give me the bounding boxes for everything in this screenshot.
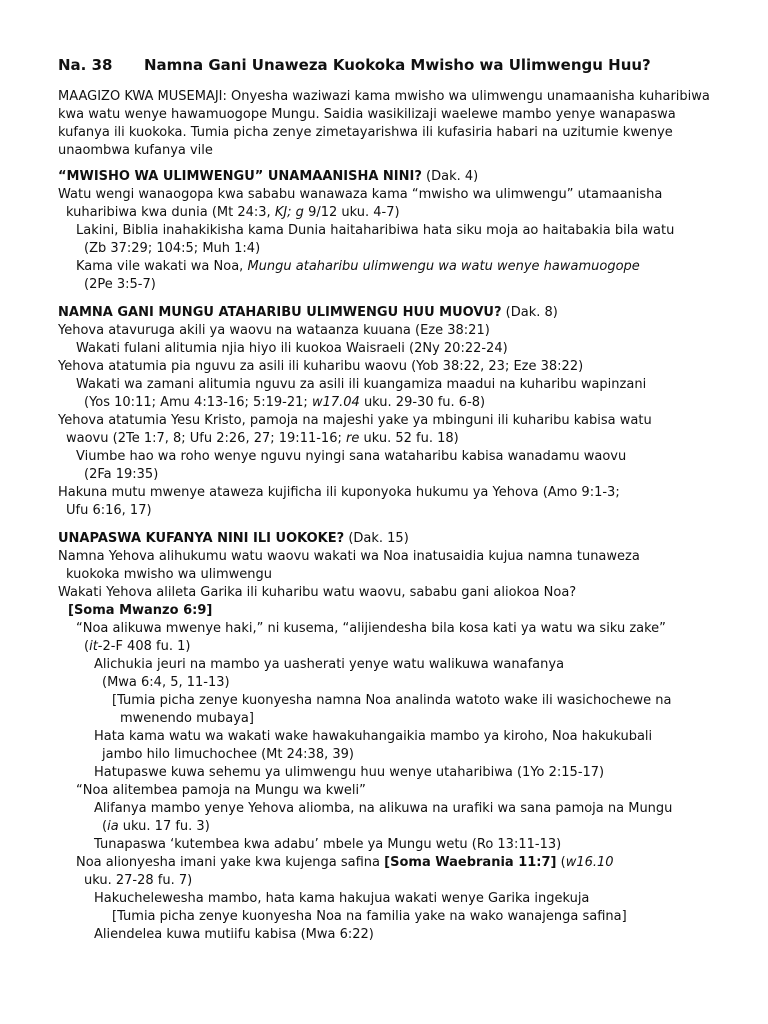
outline-line: (2Pe 3:5-7) (84, 277, 156, 292)
outline-line: Wakati Yehova alileta Garika ili kuharibu watu waovu, sababu gani aliokoa Noa? (58, 585, 577, 600)
section-1-duration: (Dak. 4) (426, 169, 479, 184)
outline-line: (it-2-F 408 fu. 1) (84, 639, 191, 654)
outline-line: Lakini, Biblia inahakikisha kama Dunia haitaharibiwa hata siku moja ao haitabakia bila watu (76, 223, 675, 238)
section-1-heading (58, 168, 723, 186)
outline-line: kuharibiwa kwa dunia (Mt 24:3, KJ; g 9/12 uku. 4-7) (66, 205, 400, 220)
outline-line: Noa alionyesha imani yake kwa kujenga safina [Soma Waebrania 11:7] (w16.10 (76, 855, 614, 870)
outline-line: Yehova atatumia pia nguvu za asili ili kuharibu waovu (Yob 38:22, 23; Eze 38:22) (58, 359, 584, 374)
outline-line: Viumbe hao wa roho wenye nguvu nyingi sana wataharibu kabisa wanadamu waovu (76, 449, 627, 464)
outline-line: (2Fa 19:35) (84, 467, 159, 482)
outline-title (58, 56, 723, 74)
outline-line: Alichukia jeuri na mambo ya uasherati yenye watu walikuwa wanafanya (94, 657, 565, 672)
outline-line: waovu (2Te 1:7, 8; Ufu 2:26, 27; 19:11-16; re uku. 52 fu. 18) (66, 431, 459, 446)
outline-line: Yehova atatumia Yesu Kristo, pamoja na majeshi yake ya mbinguni ili kuharibu kabisa watu (58, 413, 652, 428)
section-3-heading (58, 530, 723, 548)
outline-line: uku. 27-28 fu. 7) (84, 873, 193, 888)
document-page (58, 56, 723, 944)
outline-line: jambo hilo limuchochee (Mt 24:38, 39) (102, 747, 354, 762)
outline-line: “Noa alitembea pamoja na Mungu wa kweli” (76, 783, 366, 798)
section-2 (58, 304, 723, 520)
outline-number: Na. 38 (58, 56, 113, 74)
outline-title-text: Namna Gani Unaweza Kuokoka Mwisho wa Ulimwengu Huu? (144, 56, 651, 74)
speaker-instructions: MAAGIZO KWA MUSEMAJI: Onyesha waziwazi kama mwisho wa ulimwengu unamaanisha kuharibiwa kwa watu wenye hawamuogope Mungu. Saidia wasikilizaji waelewe mambo yenye wanapaswa kufanya ili kuokoka. Tumia picha zenye zimetayarishwa ili kufasiria habari na uzitumie kwenye unaombwa kufanya vile (58, 89, 710, 158)
outline-line: kuokoka mwisho wa ulimwengu (66, 567, 272, 582)
outline-line: Alifanya mambo yenye Yehova aliomba, na alikuwa na urafiki wa sana pamoja na Mungu (94, 801, 673, 816)
picture-instruction: mwenendo mubaya] (120, 711, 254, 726)
outline-line: (Yos 10:11; Amu 4:13-16; 5:19-21; w17.04 uku. 29-30 fu. 6-8) (84, 395, 486, 410)
outline-line: Hatupaswe kuwa sehemu ya ulimwengu huu wenye utaharibiwa (1Yo 2:15-17) (94, 765, 605, 780)
outline-line: Hakuna mutu mwenye ataweza kujificha ili kuponyoka hukumu ya Yehova (Amo 9:1-3; (58, 485, 620, 500)
section-2-heading-text: NAMNA GANI MUNGU ATAHARIBU ULIMWENGU HUU MUOVU? (58, 305, 502, 320)
picture-instruction: [Tumia picha zenye kuonyesha namna Noa analinda watoto wake ili wasichochewe na (112, 693, 672, 708)
outline-line: Yehova atavuruga akili ya waovu na wataanza kuuana (Eze 38:21) (58, 323, 490, 338)
section-3 (58, 530, 723, 944)
section-1-heading-text: “MWISHO WA ULIMWENGU” UNAMAANISHA NINI? (58, 169, 422, 184)
section-2-heading (58, 304, 723, 322)
outline-line: (Zb 37:29; 104:5; Muh 1:4) (84, 241, 261, 256)
outline-line: Watu wengi wanaogopa kwa sababu wanawaza kama “mwisho wa ulimwengu” utamaanisha (58, 187, 663, 202)
picture-instruction: [Tumia picha zenye kuonyesha Noa na familia yake na wako wanajenga safina] (112, 909, 627, 924)
outline-line: Hata kama watu wa wakati wake hawakuhangaikia mambo ya kiroho, Noa hakukubali (94, 729, 653, 744)
outline-line: Namna Yehova alihukumu watu waovu wakati wa Noa inatusaidia kujua namna tunaweza (58, 549, 640, 564)
outline-line: Kama vile wakati wa Noa, Mungu ataharibu ulimwengu wa watu wenye hawamuogope (76, 259, 640, 274)
outline-line: Hakuchelewesha mambo, hata kama hakujua wakati wenye Garika ingekuja (94, 891, 590, 906)
outline-line: Aliendelea kuwa mutiifu kabisa (Mwa 6:22) (94, 927, 374, 942)
outline-line: “Noa alikuwa mwenye haki,” ni kusema, “alijiendesha bila kosa kati ya watu wa siku zake” (76, 621, 666, 636)
section-2-duration: (Dak. 8) (505, 305, 558, 320)
outline-line: Wakati wa zamani alitumia nguvu za asili ili kuangamiza maadui na kuharibu wapinzani (76, 377, 647, 392)
outline-line: (ia uku. 17 fu. 3) (102, 819, 210, 834)
outline-line: (Mwa 6:4, 5, 11-13) (102, 675, 230, 690)
section-3-duration: (Dak. 15) (348, 531, 409, 546)
section-1 (58, 168, 723, 294)
outline-line: Wakati fulani alitumia njia hiyo ili kuokoa Waisraeli (2Ny 20:22-24) (76, 341, 508, 356)
outline-line: Ufu 6:16, 17) (66, 503, 152, 518)
outline-line: Tunapaswa ‘kutembea kwa adabu’ mbele ya Mungu wetu (Ro 13:11-13) (94, 837, 562, 852)
section-3-heading-text: UNAPASWA KUFANYA NINI ILI UOKOKE? (58, 531, 345, 546)
scripture-reading: [Soma Mwanzo 6:9] (68, 603, 213, 618)
